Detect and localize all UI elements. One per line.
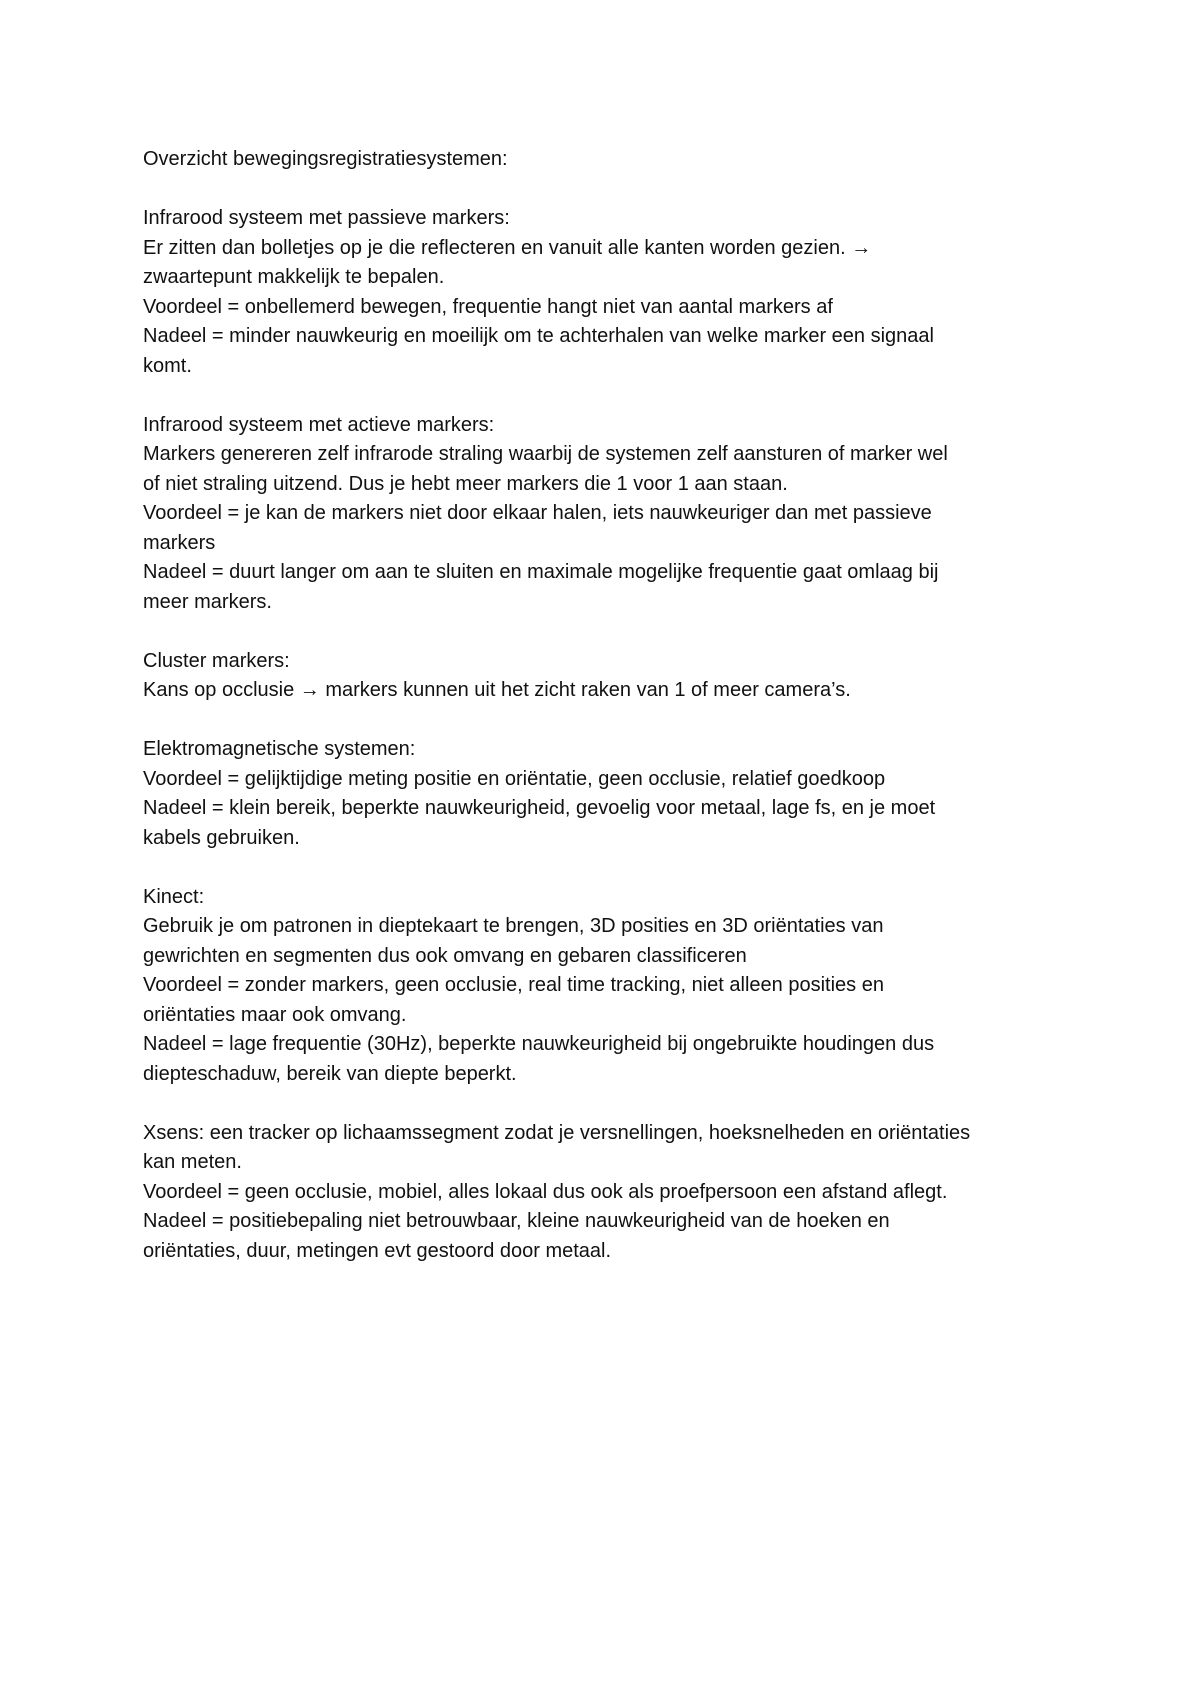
advantage-line: Voordeel = gelijktijdige meting positie en oriëntatie, geen occlusie, relatief goedkoop (143, 767, 886, 790)
paragraph-line: komt. (143, 354, 192, 377)
paragraph-line: Gebruik je om patronen in dieptekaart te brengen, 3D posities en 3D oriëntaties van (143, 915, 884, 937)
paragraph-line: diepteschaduw, bereik van diepte beperkt. (143, 1062, 517, 1085)
paragraph-line: Markers genereren zelf infrarode straling waarbij de systemen zelf aansturen of marker wel (143, 443, 948, 465)
spacer (143, 853, 1083, 883)
section-heading-passive-markers: Infrarood systeem met passieve markers: (143, 207, 510, 229)
paragraph-line: Er zitten dan bolletjes op je die reflecteren en vanuit alle kanten worden gezien. → (143, 236, 872, 259)
disadvantage-line: Nadeel = minder nauwkeurig en moeilijk om te achterhalen van welke marker een signaal (143, 325, 934, 347)
section-heading-xsens: Xsens: een tracker op lichaamssegment zodat je versnellingen, hoeksnelheden en oriëntaties (143, 1121, 971, 1144)
paragraph-line: of niet straling uitzend. Dus je hebt meer markers die 1 voor 1 aan staan. (143, 472, 788, 495)
paragraph-line: kan meten. (143, 1151, 242, 1173)
paragraph-line: oriëntaties, duur, metingen evt gestoord door metaal. (143, 1239, 612, 1262)
spacer (143, 706, 1083, 736)
advantage-line: Voordeel = onbellemerd bewegen, frequentie hangt niet van aantal markers af (143, 295, 833, 318)
spacer (143, 175, 1083, 205)
paragraph-line: meer markers. (143, 590, 272, 613)
section-heading-cluster-markers: Cluster markers: (143, 649, 290, 672)
disadvantage-line: Nadeel = duurt langer om aan te sluiten en maximale mogelijke frequentie gaat omlaag bij (143, 561, 939, 583)
advantage-line: Voordeel = je kan de markers niet door elkaar halen, iets nauwkeuriger dan met passieve (143, 502, 932, 524)
advantage-line: Voordeel = zonder markers, geen occlusie, real time tracking, niet alleen posities en (143, 974, 884, 996)
paragraph-line: zwaartepunt makkelijk te bepalen. (143, 266, 445, 288)
document-title: Overzicht bewegingsregistratiesystemen: (143, 148, 508, 170)
disadvantage-line: Nadeel = lage frequentie (30Hz), beperkte nauwkeurigheid bij ongebruikte houdingen dus (143, 1033, 935, 1055)
section-heading-kinect: Kinect: (143, 885, 205, 908)
section-heading-electromagnetic: Elektromagnetische systemen: (143, 738, 416, 760)
paragraph-line: kabels gebruiken. (143, 826, 300, 849)
document-body (143, 145, 1083, 1266)
spacer (143, 381, 1083, 411)
spacer (143, 1089, 1083, 1119)
paragraph-line: gewrichten en segmenten dus ook omvang en gebaren classificeren (143, 944, 747, 967)
section-heading-active-markers: Infrarood systeem met actieve markers: (143, 413, 495, 436)
disadvantage-line: Nadeel = positiebepaling niet betrouwbaar, kleine nauwkeurigheid van de hoeken en (143, 1210, 890, 1232)
disadvantage-line: Nadeel = klein bereik, beperkte nauwkeurigheid, gevoelig voor metaal, lage fs, en je moet (143, 797, 936, 819)
paragraph-line: markers (143, 531, 216, 554)
paragraph-line: oriëntaties maar ook omvang. (143, 1003, 407, 1026)
paragraph-line: Kans op occlusie → markers kunnen uit het zicht raken van 1 of meer camera’s. (143, 679, 851, 701)
spacer (143, 617, 1083, 647)
advantage-line: Voordeel = geen occlusie, mobiel, alles lokaal dus ook als proefpersoon een afstand aflegt. (143, 1180, 948, 1203)
